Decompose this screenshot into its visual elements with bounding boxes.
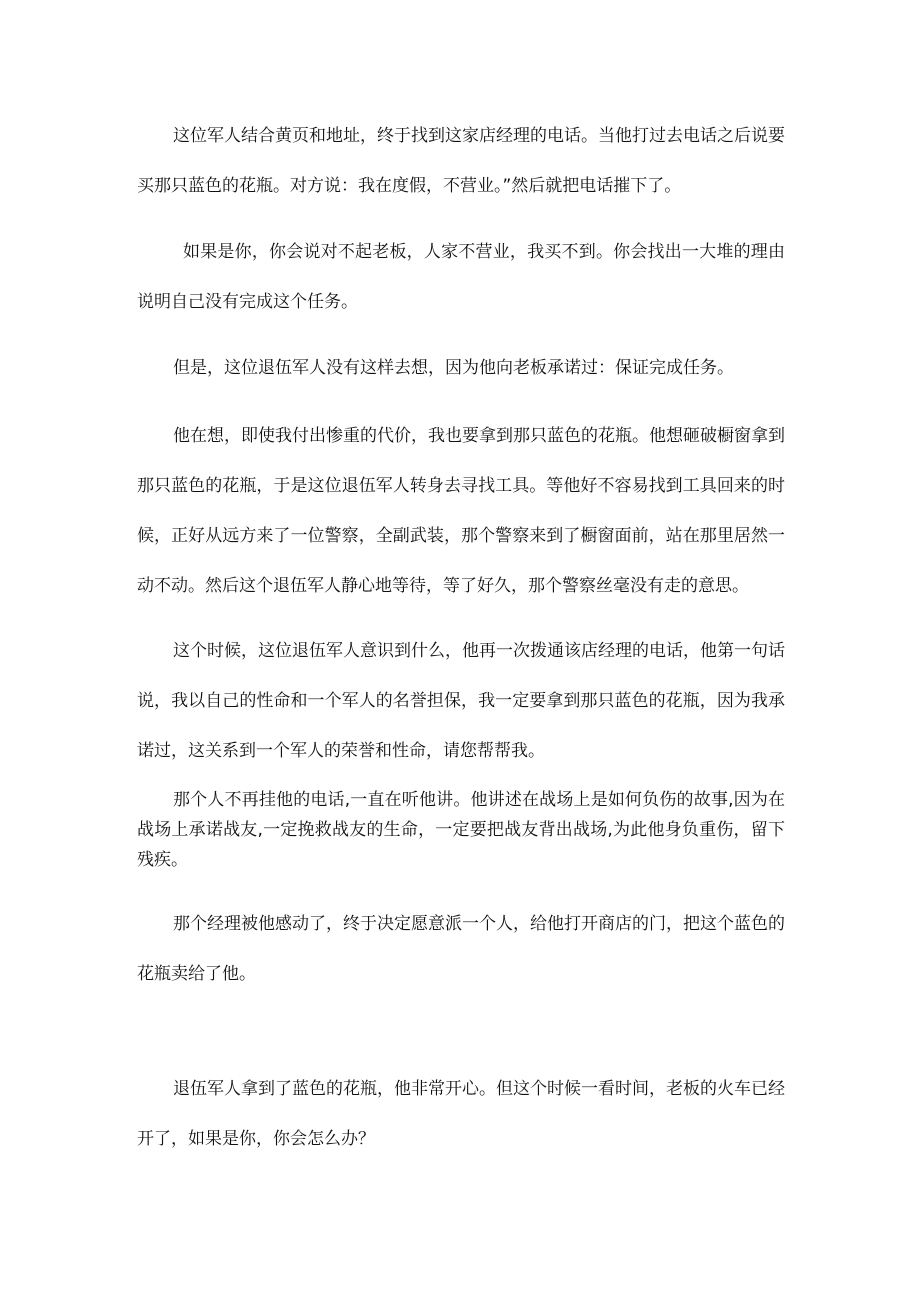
paragraph-1: 这位军人结合黄页和地址，终于找到这家店经理的电话。当他打过去电话之后说要买那只蓝色的花瓶。对方说：我在度假，不营业。”然后就把电话摧下了。 [137,126,785,196]
paragraph-5: 这个时候，这位退伍军人意识到什么，他再一次拨通该店经理的电话，他第一句话说，我以自己的性命和一个军人的名誉担保，我一定要拿到那只蓝色的花瓶，因为我承诺过，这关系到一个军人的荣誉和性命，请您帮帮我。 [137,641,785,761]
paragraph-2: 如果是你，你会说对不起老板，人家不营业，我买不到。你会找出一大堆的理由说明自己没有完成这个任务。 [137,242,785,312]
paragraph-8: 退伍军人拿到了蓝色的花瓶，他非常开心。但这个时候一看时间，老板的火车已经开了，如果是你，你会怎么办？ [137,1079,785,1149]
paragraph-3: 但是，这位退伍军人没有这样去想，因为他向老板承诺过：保证完成任务。 [173,358,734,378]
paragraph-6: 那个人不再挂他的电话,一直在听他讲。他讲述在战场上是如何负伤的故事,因为在战场上承诺战友,一定挽救战友的生命，一定要把战友背出战场,为此他身负重伤，留下残疾。 [137,790,785,870]
paragraph-4: 他在想，即使我付出惨重的代价，我也要拿到那只蓝色的花瓶。他想砸破橱窗拿到那只蓝色的花瓶，于是这位退伍军人转身去寻找工具。等他好不容易找到工具回来的时候，正好从远方来了一位警察，全副武装，那个警察来到了橱窗面前，站在那里居然一动不动。然后这个退伍军人静心地等待，等了好久，那个警察丝毫没有走的意思。 [137,426,785,596]
paragraph-7: 那个经理被他感动了，终于决定愿意派一个人，给他打开商店的门，把这个蓝色的花瓶卖给了他。 [137,914,785,984]
